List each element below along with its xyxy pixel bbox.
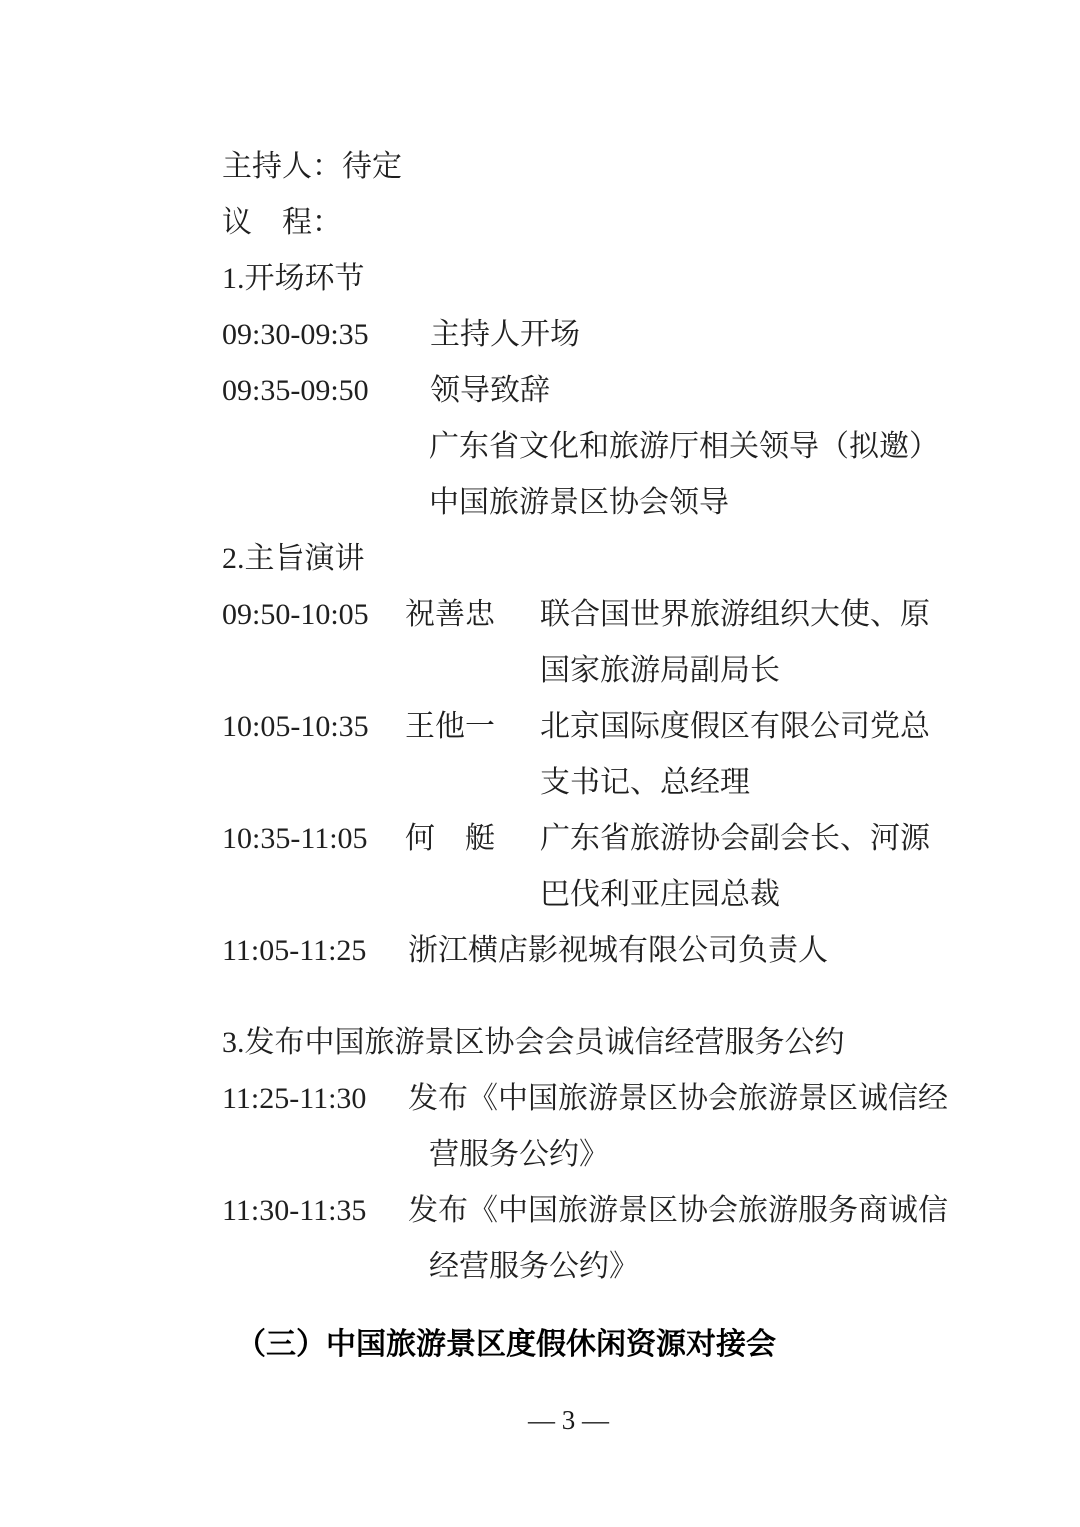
section-title-keynote: 2.主旨演讲 — [222, 542, 365, 575]
speaker-name: 祝善忠 — [405, 598, 495, 631]
page-number: — 3 — — [528, 1405, 609, 1435]
time-range: 11:05-11:25 — [222, 934, 367, 967]
activity-text: 发布《中国旅游景区协会旅游景区诚信经 — [408, 1082, 948, 1115]
agenda-row — [222, 363, 915, 419]
section-title-pact: 3.发布中国旅游景区协会会员诚信经营服务公约 — [222, 1026, 845, 1059]
agenda-row — [222, 1183, 948, 1239]
speaker-title: 北京国际度假区有限公司党总 — [540, 710, 930, 743]
speaker-name: 王他一 — [405, 710, 495, 743]
agenda-row-speaker — [222, 811, 930, 867]
agenda-row — [222, 307, 915, 363]
host-line: 主持人：待定 — [222, 150, 402, 183]
time-range: 11:30-11:35 — [222, 1194, 367, 1227]
agenda-label: 议 程： — [222, 206, 342, 239]
agenda-row — [222, 923, 915, 979]
section-title-opening: 1.开场环节 — [222, 262, 365, 295]
attendee-line: 广东省文化和旅游厅相关领导（拟邀） — [429, 430, 939, 463]
speaker-title-continuation: 巴伐利亚庄园总裁 — [540, 878, 780, 911]
speaker-title: 广东省旅游协会副会长、河源 — [540, 822, 930, 855]
time-range: 09:50-10:05 — [222, 598, 369, 631]
agenda-row-speaker — [222, 699, 930, 755]
time-range: 11:25-11:30 — [222, 1082, 367, 1115]
speaker-title: 联合国世界旅游组织大使、原 — [540, 598, 930, 631]
activity-continuation: 经营服务公约》 — [429, 1250, 639, 1283]
activity-text: 领导致辞 — [430, 374, 550, 407]
speaker-title-continuation: 支书记、总经理 — [540, 766, 750, 799]
agenda-row — [222, 1071, 948, 1127]
attendee-line: 中国旅游景区协会领导 — [429, 486, 729, 519]
agenda-row-speaker — [222, 587, 930, 643]
activity-text: 浙江横店影视城有限公司负责人 — [408, 934, 828, 967]
time-range: 09:35-09:50 — [222, 374, 369, 407]
time-range: 10:05-10:35 — [222, 710, 369, 743]
part-three-heading: （三）中国旅游景区度假休闲资源对接会 — [236, 1328, 776, 1361]
speaker-name: 何 艇 — [405, 822, 495, 855]
activity-continuation: 营服务公约》 — [429, 1138, 609, 1171]
time-range: 10:35-11:05 — [222, 822, 368, 855]
speaker-title-continuation: 国家旅游局副局长 — [540, 654, 780, 687]
activity-text: 发布《中国旅游景区协会旅游服务商诚信 — [408, 1194, 948, 1227]
time-range: 09:30-09:35 — [222, 318, 369, 351]
activity-text: 主持人开场 — [430, 318, 580, 351]
